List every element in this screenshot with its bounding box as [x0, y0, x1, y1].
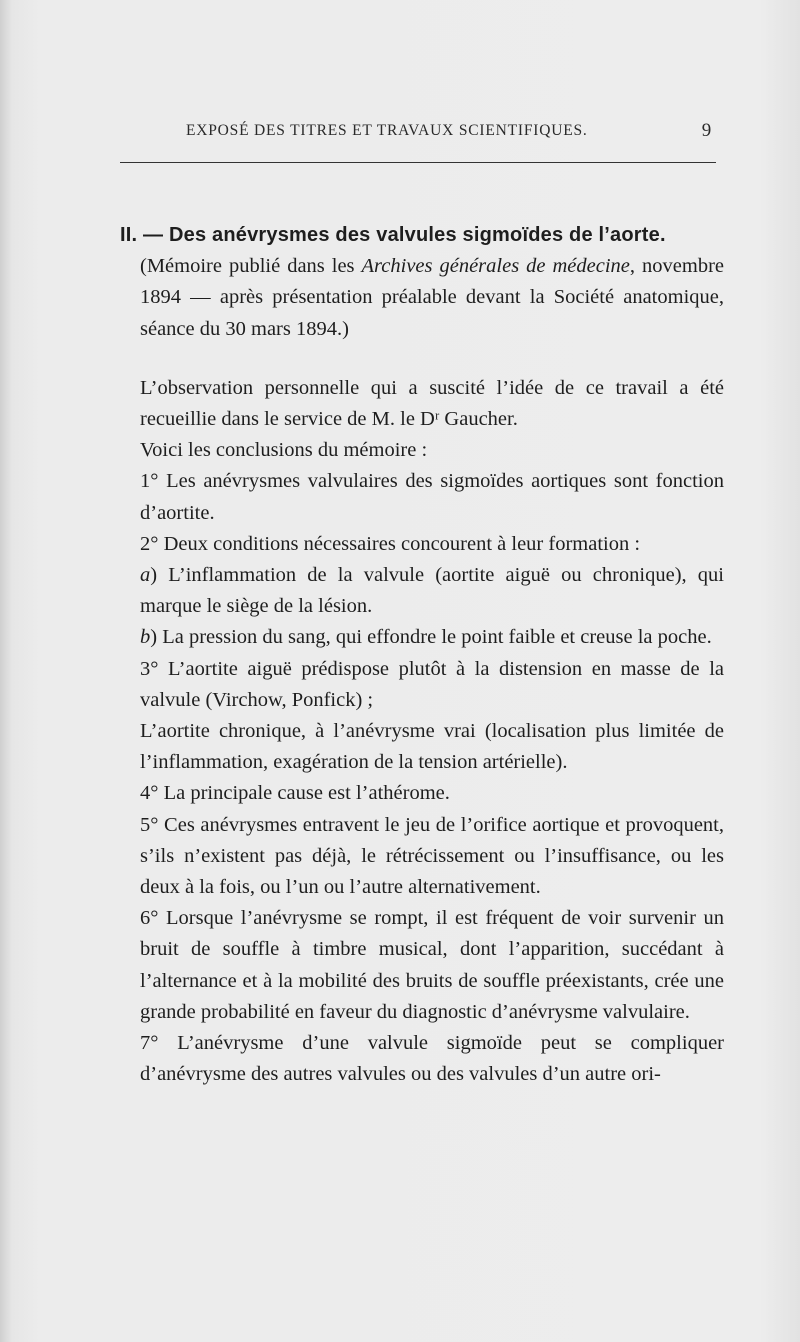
conclusion-3b: L’aortite chronique, à l’anévrysme vrai (localisation plus limitée de l’inflammation, exagération de la tension artérielle).: [140, 720, 724, 774]
item-label-a: a: [140, 564, 151, 587]
paragraph-intro: L’observation personnelle qui a suscité l’idée de ce travail a été recueillie dans le service de M. le Dʳ Gaucher.: [140, 376, 724, 431]
conclusion-5: 5° Ces anévrysmes entravent le jeu de l’orifice aortique et provoquent, s’ils n’existent pas déjà, le rétrécissement ou l’insuffisance, ou les deux à la fois, ou l’un ou l’autre alternativement.: [140, 813, 724, 899]
section-heading: II. — Des anévrysmes des valvules sigmoïdes de l’aorte.: [120, 224, 666, 246]
source-part-a: (Mémoire publié dans les: [140, 255, 362, 278]
conclusion-3: 3° L’aortite aiguë prédispose plutôt à la distension en masse de la valvule (Virchow, Ponfick) ;: [140, 657, 724, 711]
source-journal: Archives générales de médecine: [361, 255, 630, 278]
item-label-b: b: [140, 626, 151, 649]
section-source: [140, 251, 724, 345]
spacer: [140, 345, 724, 373]
running-title: EXPOSÉ DES TITRES ET TRAVAUX SCIENTIFIQUES.: [186, 122, 588, 139]
conclusion-6: 6° Lorsque l’anévrysme se rompt, il est fréquent de voir survenir un bruit de souffle à timbre musical, dont l’apparition, succédant à l’alternance et à la mobilité des bruits de souffle préexistants, crée une grande probabilité en faveur du diagnostic d’anévrysme valvulaire.: [140, 907, 724, 1023]
item-text-b: ) La pression du sang, qui effondre le point faible et creuse la poche.: [150, 626, 712, 649]
conclusion-2b: [140, 622, 724, 653]
paragraph-conclusions-lead: Voici les conclusions du mémoire :: [140, 439, 428, 462]
text-body: [120, 220, 724, 1090]
item-text-a: ) L’inflammation de la valvule (aortite aiguë ou chronique), qui marque le siège de la lésion.: [140, 564, 724, 618]
conclusion-1: 1° Les anévrysmes valvulaires des sigmoïdes aortiques sont fonction d’aortite.: [140, 470, 724, 524]
conclusion-2a: [140, 560, 724, 622]
conclusion-4: 4° La principale cause est l’athérome.: [140, 782, 450, 805]
header-rule: [120, 162, 716, 163]
running-head: [120, 118, 720, 148]
page-number: 9: [701, 120, 712, 141]
conclusion-7: 7° L’anévrysme d’une valvule sigmoïde peut se compliquer d’anévrysme des autres valvules ou des valvules d’un autre ori-: [140, 1032, 724, 1086]
conclusion-2: 2° Deux conditions nécessaires concourent à leur formation :: [140, 532, 641, 555]
source-part-b: , novembre 1894 — après présentation préalable devant la Société anatomique, séance du 30 mars 1894.): [140, 255, 724, 340]
